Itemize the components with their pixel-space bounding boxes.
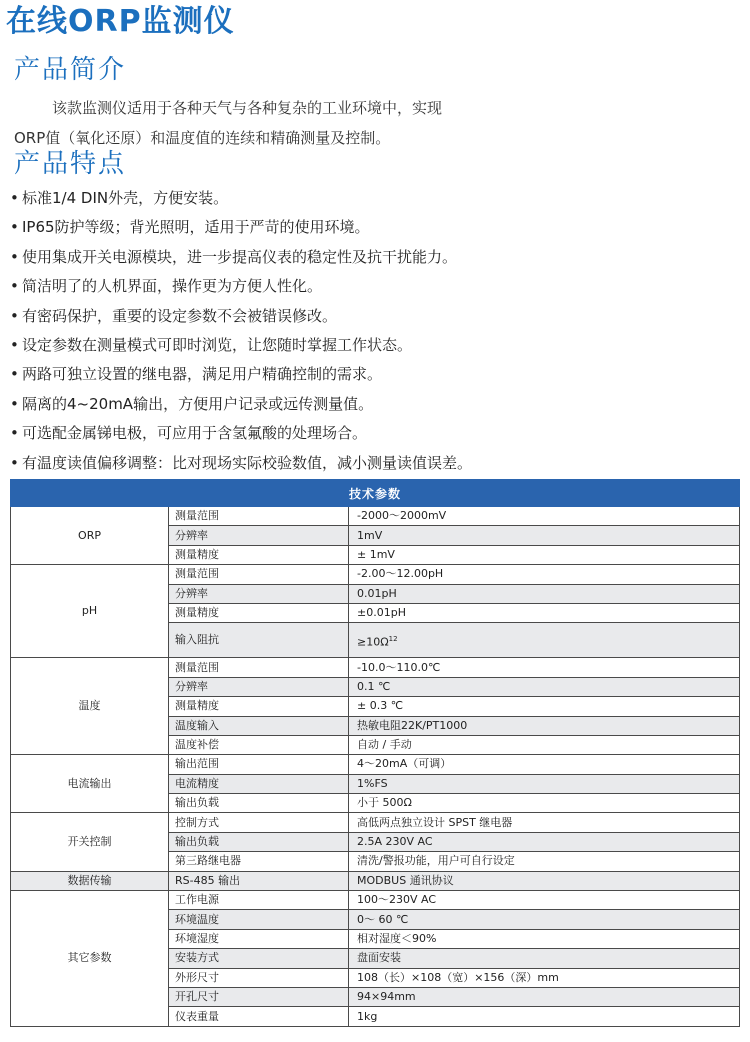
spec-value: MODBUS 通讯协议	[349, 871, 740, 890]
spec-value: ±0.01pH	[349, 603, 740, 622]
spec-value: ± 0.3 ℃	[349, 697, 740, 716]
spec-value: 4～20mA（可调）	[349, 755, 740, 774]
table-row	[11, 813, 740, 832]
spec-param: 工作电源	[169, 891, 349, 910]
feature-item: • 标准1/4 DIN外壳，方便安装。	[10, 189, 229, 207]
spec-group-other: 其它参数	[11, 891, 169, 1027]
spec-param: 测量精度	[169, 603, 349, 622]
spec-param: 输出负载	[169, 832, 349, 851]
spec-value: 100～230V AC	[349, 891, 740, 910]
feature-item: • 有温度读值偏移调整：比对现场实际校验数值，减小测量读值误差。	[10, 453, 473, 472]
spec-value: 高低两点独立设计 SPST 继电器	[349, 813, 740, 832]
spec-value: 1%FS	[349, 774, 740, 793]
spec-param: 测量精度	[169, 545, 349, 564]
spec-param: 环境温度	[169, 910, 349, 929]
spec-group-temperature: 温度	[11, 658, 169, 755]
spec-param: 测量范围	[169, 658, 349, 677]
spec-param: 安装方式	[169, 949, 349, 968]
spec-value: 108（长）×108（宽）×156（深）mm	[349, 968, 740, 987]
spec-group-switch-control: 开关控制	[11, 813, 169, 871]
spec-param: 输出负载	[169, 794, 349, 813]
feature-item: • 可选配金属锑电极，可应用于含氢氟酸的处理场合。	[10, 424, 368, 443]
spec-value: 1mV	[349, 526, 740, 545]
table-row	[11, 565, 740, 584]
feature-item: • 两路可独立设置的继电器，满足用户精确控制的需求。	[10, 365, 383, 384]
table-row	[11, 755, 740, 774]
spec-param: 开孔尺寸	[169, 987, 349, 1006]
spec-param: 分辨率	[169, 526, 349, 545]
spec-value: 盘面安装	[349, 949, 740, 968]
feature-item: • 有密码保护，重要的设定参数不会被错误修改。	[10, 306, 338, 325]
spec-group-ph: pH	[11, 565, 169, 658]
feature-list	[10, 188, 472, 482]
spec-param: 仪表重量	[169, 1007, 349, 1026]
spec-value: -10.0～110.0℃	[349, 658, 740, 677]
spec-param: 第三路继电器	[169, 852, 349, 871]
spec-param: 输出范围	[169, 755, 349, 774]
feature-item: • IP65防护等级；背光照明，适用于严苛的使用环境。	[10, 218, 370, 237]
spec-value: ± 1mV	[349, 545, 740, 564]
intro-line-1: 该款监测仪适用于各种天气与各种复杂的工业环境中，实现	[52, 99, 443, 117]
spec-group-data-transmission: 数据传输	[11, 871, 169, 890]
spec-value: 自动 / 手动	[349, 735, 740, 754]
spec-param: 控制方式	[169, 813, 349, 832]
spec-param: 测量精度	[169, 697, 349, 716]
spec-value: 热敏电阻22K/PT1000	[349, 716, 740, 735]
spec-param: 电流精度	[169, 774, 349, 793]
spec-value: -2.00～12.00pH	[349, 565, 740, 584]
spec-param: 分辨率	[169, 584, 349, 603]
spec-value: 94×94mm	[349, 987, 740, 1006]
intro-line-2: ORP值（氧化还原）和温度值的连续和精确测量及控制。	[14, 129, 391, 147]
spec-param: 外形尺寸	[169, 968, 349, 987]
spec-param: RS-485 输出	[169, 871, 349, 890]
page-title: 在线ORP监测仪	[6, 4, 235, 39]
spec-param: 测量范围	[169, 507, 349, 526]
spec-value: 清洗/警报功能，用户可自行设定	[349, 852, 740, 871]
spec-param: 环境湿度	[169, 929, 349, 948]
table-row	[11, 507, 740, 526]
intro-heading: 产品简介	[14, 55, 127, 85]
spec-value: 相对湿度＜90%	[349, 929, 740, 948]
spec-value: 1kg	[349, 1007, 740, 1026]
spec-param: 分辨率	[169, 677, 349, 696]
feature-item: • 设定参数在测量模式可即时浏览，让您随时掌握工作状态。	[10, 335, 413, 354]
feature-item: • 简洁明了的人机界面，操作更为方便人性化。	[10, 277, 323, 296]
table-row	[11, 658, 740, 677]
spec-param: 测量范围	[169, 565, 349, 584]
table-row	[11, 871, 740, 890]
features-heading: 产品特点	[14, 149, 127, 179]
spec-param: 输入阻抗	[169, 623, 349, 658]
spec-group-current-output: 电流输出	[11, 755, 169, 813]
spec-value: 0～ 60 ℃	[349, 910, 740, 929]
table-row	[11, 891, 740, 910]
spec-group-orp: ORP	[11, 507, 169, 565]
spec-value: 0.01pH	[349, 584, 740, 603]
spec-value: 2.5A 230V AC	[349, 832, 740, 851]
spec-value: 0.1 ℃	[349, 677, 740, 696]
spec-table	[10, 479, 740, 1027]
spec-table-header: 技术参数	[11, 480, 740, 507]
spec-value: $\ge 10\Omega^{12}$	[349, 623, 740, 658]
spec-value: -2000～2000mV	[349, 507, 740, 526]
feature-item: • 隔离的4~20mA输出，方便用户记录或远传测量值。	[10, 394, 374, 413]
spec-param: 温度输入	[169, 716, 349, 735]
feature-item: • 使用集成开关电源模块，进一步提高仪表的稳定性及抗干扰能力。	[10, 247, 458, 266]
spec-value: 小于 500Ω	[349, 794, 740, 813]
spec-param: 温度补偿	[169, 735, 349, 754]
